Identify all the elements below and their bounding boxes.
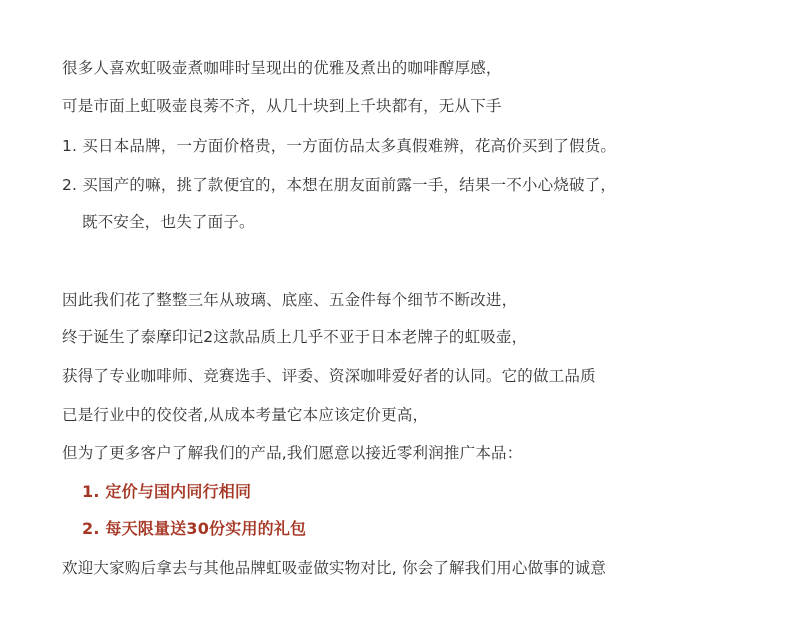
story-line-5: 但为了更多客户了解我们的产品,我们愿意以接近零利润推广本品： bbox=[62, 444, 523, 462]
story-line-1: 因此我们花了整整三年从玻璃、底座、五金件每个细节不断改进， bbox=[62, 291, 518, 309]
problem-item-2-continued: 既不安全，也失了面子。 bbox=[82, 213, 255, 231]
offer-item-price: 1. 定价与国内同行相同 bbox=[82, 482, 252, 501]
intro-line-1: 很多人喜欢虹吸壶煮咖啡时呈现出的优雅及煮出的咖啡醇厚感， bbox=[62, 59, 502, 77]
story-line-3: 获得了专业咖啡师、竞赛选手、评委、资深咖啡爱好者的认同。它的做工品质 bbox=[62, 367, 596, 385]
story-line-2: 终于诞生了泰摩印记2这款品质上几乎不亚于日本老牌子的虹吸壶， bbox=[62, 328, 528, 346]
problem-item-1: 1. 买日本品牌，一方面价格贵，一方面仿品太多真假难辨，花高价买到了假货。 bbox=[62, 137, 617, 155]
intro-line-2: 可是市面上虹吸壶良莠不齐，从几十块到上千块都有，无从下手 bbox=[62, 97, 502, 115]
story-line-4: 已是行业中的佼佼者,从成本考量它本应该定价更高， bbox=[62, 406, 429, 424]
offer-item-gift: 2. 每天限量送30份实用的礼包 bbox=[82, 519, 307, 538]
closing-line: 欢迎大家购后拿去与其他品牌虹吸壶做实物对比, 你会了解我们用心做事的诚意 bbox=[62, 559, 607, 577]
problem-item-2: 2. 买国产的嘛，挑了款便宜的，本想在朋友面前露一手，结果一不小心烧破了， bbox=[62, 176, 617, 194]
